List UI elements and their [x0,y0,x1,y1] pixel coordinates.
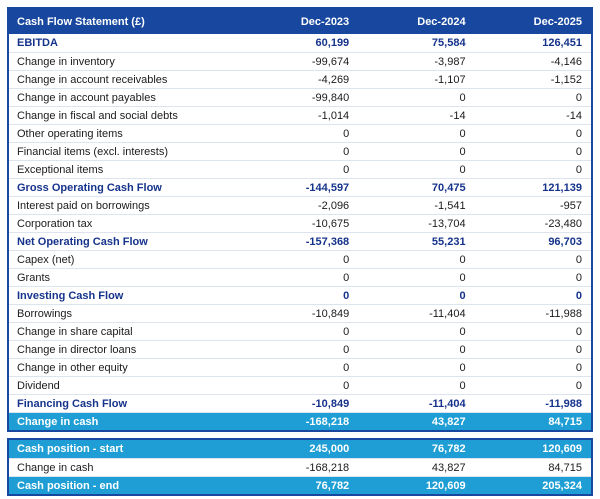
row-label: Change in other equity [17,361,128,374]
row-value: -3,987 [434,55,466,68]
row-label: Exceptional items [17,163,104,176]
cash-position-table [7,438,593,496]
table-row [9,476,591,494]
row-value: 96,703 [548,235,582,248]
row-label: Net Operating Cash Flow [17,235,148,248]
row-value: 0 [575,145,582,158]
row-value: 0 [459,127,466,140]
row-value: -99,674 [311,55,350,68]
row-value: -957 [559,199,582,212]
row-value: -168,218 [305,461,350,474]
table-row [9,214,591,232]
table-row [9,250,591,268]
row-value: 245,000 [309,443,350,455]
row-label: Change in account receivables [17,73,168,86]
row-label: Cash position - start [17,443,124,455]
row-value: 121,139 [542,181,582,194]
table-row [9,458,591,476]
row-value: 0 [575,289,582,302]
row-value: 0 [575,325,582,338]
row-value: -11,988 [545,307,582,320]
row-value: 0 [459,325,466,338]
row-value: -1,107 [434,73,466,86]
row-value: 76,782 [431,443,466,455]
row-label: Change in cash [17,415,99,428]
column-header-dec-2023: Dec-2023 [300,15,350,28]
row-value: 84,715 [548,461,582,474]
row-label: Investing Cash Flow [17,289,124,302]
table-row [9,70,591,88]
row-value: 0 [343,361,350,374]
row-value: -10,849 [311,307,350,320]
row-value: 60,199 [315,37,350,49]
row-value: -1,014 [317,109,350,122]
row-value: 0 [459,379,466,392]
table-row [9,286,591,304]
table-row [9,232,591,250]
row-value: -10,849 [311,397,350,410]
row-value: 0 [575,163,582,176]
row-value: 0 [459,361,466,374]
table-row [9,88,591,106]
row-value: 75,584 [431,37,466,49]
row-value: 43,827 [431,415,466,428]
row-value: -168,218 [305,415,350,428]
row-value: 0 [575,271,582,284]
row-label: Grants [17,271,51,284]
table-row [9,160,591,178]
row-value: 0 [575,127,582,140]
table-row [9,106,591,124]
summary-table-body [9,440,591,494]
row-value: -11,988 [545,397,582,410]
row-value: -4,269 [317,73,350,86]
table-row [9,394,591,412]
row-value: 120,609 [425,479,466,492]
row-label: Other operating items [17,127,123,140]
row-value: 0 [343,271,350,284]
row-value: 0 [459,271,466,284]
row-value: -1,541 [434,199,466,212]
row-value: 126,451 [542,37,582,49]
row-label: Financing Cash Flow [17,397,128,410]
table-row [9,440,591,458]
row-value: 0 [459,253,466,266]
row-value: 0 [575,343,582,356]
row-value: 0 [575,253,582,266]
row-value: 0 [459,163,466,176]
table-row [9,412,591,430]
table-header [9,9,591,34]
row-value: 84,715 [548,415,582,428]
table-row [9,376,591,394]
row-value: -157,368 [305,235,350,248]
row-value: -10,675 [311,217,350,230]
column-header-dec-2025: Dec-2025 [533,15,582,28]
table-row [9,142,591,160]
row-value: -144,597 [305,181,350,194]
table-body [9,34,591,430]
table-row [9,34,591,52]
row-value: 0 [575,91,582,104]
table-row [9,124,591,142]
row-label: Corporation tax [17,217,93,230]
row-value: 76,782 [315,479,350,492]
row-label: Change in director loans [17,343,137,356]
row-value: 0 [343,289,350,302]
table-row [9,178,591,196]
row-label: Gross Operating Cash Flow [17,181,162,194]
column-header-dec-2024: Dec-2024 [417,15,466,28]
row-label: Capex (net) [17,253,75,266]
row-value: -99,840 [311,91,350,104]
row-value: -1,152 [550,73,582,86]
row-value: 0 [343,343,350,356]
row-label: Change in inventory [17,55,115,68]
table-row [9,304,591,322]
table-row [9,196,591,214]
row-value: 0 [343,325,350,338]
table-title: Cash Flow Statement (£) [17,15,145,28]
table-row [9,322,591,340]
table-row [9,340,591,358]
row-value: 0 [343,163,350,176]
row-value: 0 [575,379,582,392]
row-label: Borrowings [17,307,73,320]
row-value: 0 [343,145,350,158]
row-value: -11,404 [429,307,466,320]
row-value: 0 [459,91,466,104]
row-value: 0 [459,343,466,356]
row-value: 70,475 [431,181,466,194]
row-value: 0 [343,127,350,140]
row-label: Financial items (excl. interests) [17,145,168,158]
row-value: 43,827 [431,461,466,474]
row-value: -13,704 [428,217,466,230]
row-value: -4,146 [550,55,582,68]
row-value: -23,480 [544,217,582,230]
row-value: 0 [575,361,582,374]
row-value: 205,324 [542,479,582,492]
row-label: EBITDA [17,37,58,49]
row-value: 0 [459,289,466,302]
row-label: Change in cash [17,461,94,474]
row-value: -11,404 [428,397,466,410]
row-value: -14 [449,109,466,122]
row-value: -14 [566,109,582,122]
row-label: Change in share capital [17,325,133,338]
row-label: Dividend [17,379,60,392]
row-label: Interest paid on borrowings [17,199,150,212]
row-value: 0 [343,253,350,266]
row-label: Change in account payables [17,91,156,104]
row-value: 0 [459,145,466,158]
row-value: 0 [343,379,350,392]
row-label: Change in fiscal and social debts [17,109,178,122]
row-value: -2,096 [317,199,350,212]
row-value: 120,609 [542,443,582,455]
row-value: 55,231 [431,235,466,248]
table-row [9,268,591,286]
cash-flow-statement-table [7,7,593,432]
table-row [9,358,591,376]
row-label: Cash position - end [17,479,120,492]
table-row [9,52,591,70]
